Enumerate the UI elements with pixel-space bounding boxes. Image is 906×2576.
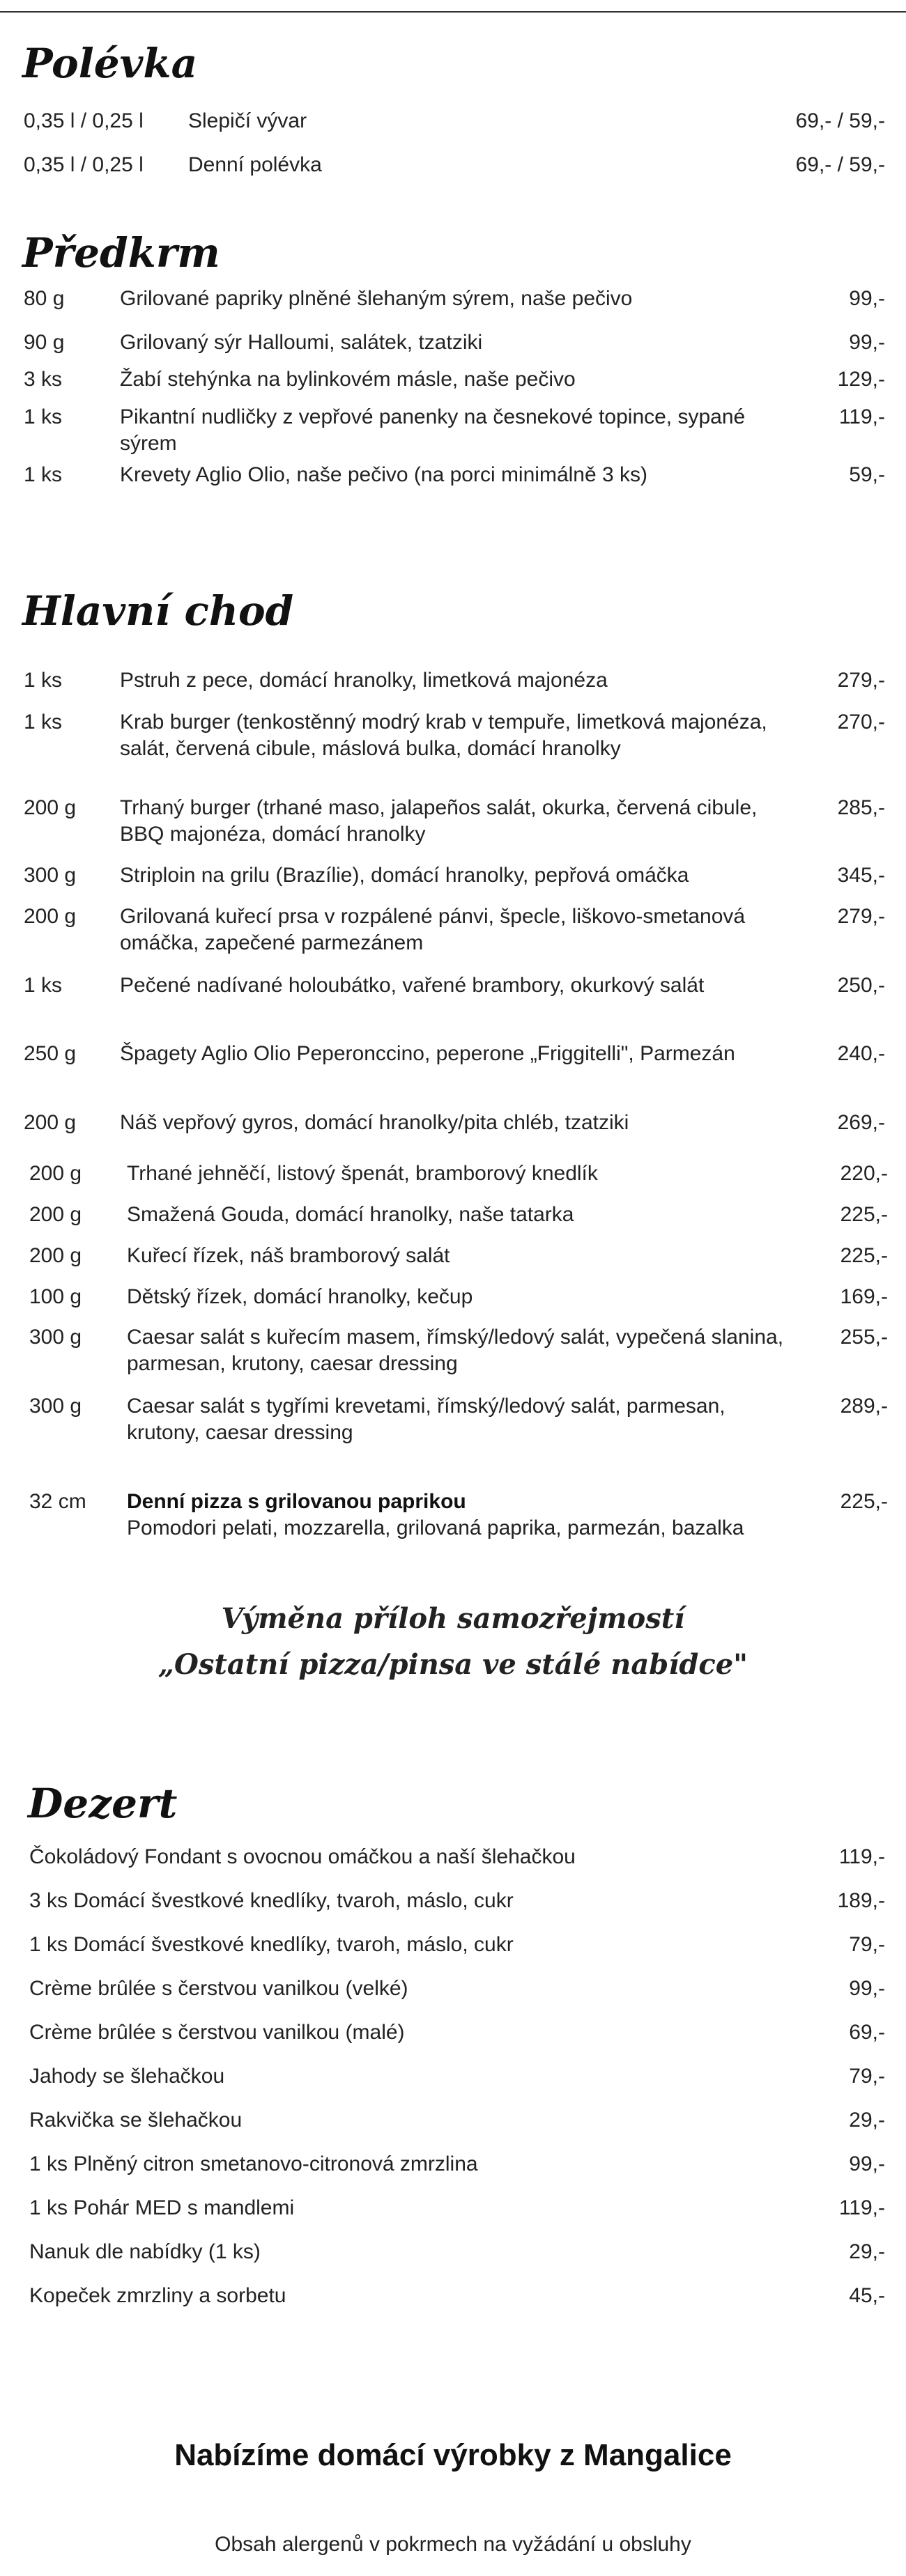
- mangalica-products-note: Nabízíme domácí výrobky z Mangalice: [174, 2438, 732, 2472]
- daily-pizza-name: Denní pizza s grilovanou paprikou: [127, 1490, 466, 1513]
- item-price: 255,-: [840, 1326, 888, 1349]
- item-quantity: 200 g: [29, 1203, 82, 1226]
- other-pizza-notice: „Ostatní pizza/pinsa ve stálé nabídce": [158, 1648, 748, 1681]
- item-quantity: 300 g: [29, 1326, 82, 1349]
- item-price: 119,-: [838, 1845, 885, 1868]
- daily-pizza-description: Pomodori pelati, mozzarella, grilovaná paprika, parmezán, bazalka: [127, 1516, 744, 1539]
- section-title-starter: Předkrm: [22, 229, 220, 277]
- item-quantity: 1 ks: [24, 405, 63, 428]
- item-price: 99,-: [849, 1977, 885, 2000]
- item-name: Grilovaný sýr Halloumi, salátek, tzatziki: [120, 331, 483, 354]
- item-price: 79,-: [849, 1933, 885, 1956]
- item-price: 345,-: [837, 864, 885, 887]
- item-name: Crème brûlée s čerstvou vanilkou (malé): [29, 2021, 405, 2044]
- item-name: 1 ks Pohár MED s mandlemi: [29, 2196, 295, 2219]
- item-price: 99,-: [849, 2152, 885, 2175]
- item-name: Kuřecí řízek, náš bramborový salát: [127, 1244, 450, 1267]
- item-price: 270,-: [837, 711, 885, 734]
- item-name: Pečené nadívané holoubátko, vařené brambory, okurkový salát: [120, 974, 705, 997]
- item-price: 129,-: [837, 368, 885, 391]
- item-quantity: 200 g: [24, 1111, 77, 1134]
- item-name: Krevety Aglio Olio, naše pečivo (na porci minimálně 3 ks): [120, 463, 648, 486]
- item-name: Čokoládový Fondant s ovocnou omáčkou a naší šlehačkou: [29, 1845, 576, 1868]
- item-name: Caesar salát s tygřími krevetami, římský/ledový salát, parmesan, krutony, caesar dressing: [127, 1395, 725, 1444]
- item-price: 289,-: [840, 1395, 888, 1418]
- section-title-main-course: Hlavní chod: [22, 587, 294, 635]
- item-quantity: 0,35 l / 0,25 l: [24, 153, 144, 176]
- item-name: Nanuk dle nabídky (1 ks): [29, 2240, 261, 2263]
- item-name: Krab burger (tenkostěnný modrý krab v tempuře, limetková majonéza, salát, červená cibule, máslová bulka, domácí hranolky: [120, 711, 767, 760]
- item-name: Grilovaná kuřecí prsa v rozpálené pánvi, špecle, liškovo-smetanová omáčka, zapečené parmezánem: [120, 905, 746, 954]
- item-quantity: 1 ks: [24, 463, 63, 486]
- item-name: Trhaný burger (trhané maso, jalapeños salát, okurka, červená cibule, BBQ majonéza, domácí hranolky: [120, 796, 758, 846]
- item-price: 225,-: [840, 1490, 888, 1513]
- item-price: 45,-: [849, 2284, 885, 2307]
- item-name: 3 ks Domácí švestkové knedlíky, tvaroh, máslo, cukr: [29, 1889, 514, 1912]
- item-price: 59,-: [849, 463, 885, 486]
- item-name: Striploin na grilu (Brazílie), domácí hranolky, pepřová omáčka: [120, 864, 689, 887]
- item-name: Náš vepřový gyros, domácí hranolky/pita chléb, tzatziki: [120, 1111, 629, 1134]
- item-name: Kopeček zmrzliny a sorbetu: [29, 2284, 286, 2307]
- item-quantity: 32 cm: [29, 1490, 86, 1513]
- item-quantity: 250 g: [24, 1042, 77, 1065]
- item-name: Trhané jehněčí, listový špenát, bramborový knedlík: [127, 1162, 598, 1185]
- item-name: Rakvička se šlehačkou: [29, 2109, 243, 2132]
- item-price: 119,-: [838, 2196, 885, 2219]
- item-quantity: 300 g: [29, 1395, 82, 1418]
- side-swap-notice: Výměna příloh samozřejmostí: [221, 1602, 685, 1635]
- item-name: 1 ks Domácí švestkové knedlíky, tvaroh, máslo, cukr: [29, 1933, 514, 1956]
- item-quantity: 200 g: [29, 1162, 82, 1185]
- item-quantity: 200 g: [29, 1244, 82, 1267]
- item-quantity: 80 g: [24, 287, 65, 310]
- item-name: Denní polévka: [188, 153, 322, 176]
- item-name: Smažená Gouda, domácí hranolky, naše tatarka: [127, 1203, 574, 1226]
- item-price: 269,-: [837, 1111, 885, 1134]
- section-title-dessert: Dezert: [28, 1780, 178, 1827]
- item-name: Jahody se šlehačkou: [29, 2065, 225, 2088]
- item-price: 79,-: [849, 2065, 885, 2088]
- item-quantity: 200 g: [24, 796, 77, 819]
- item-price: 29,-: [849, 2109, 885, 2132]
- item-price: 99,-: [849, 331, 885, 354]
- item-quantity: 1 ks: [24, 711, 63, 734]
- item-price: 285,-: [837, 796, 885, 819]
- item-price: 29,-: [849, 2240, 885, 2263]
- item-name: 1 ks Plněný citron smetanovo-citronová zmrzlina: [29, 2152, 478, 2175]
- item-quantity: 0,35 l / 0,25 l: [24, 109, 144, 132]
- item-price: 225,-: [840, 1244, 888, 1267]
- item-price: 189,-: [837, 1889, 885, 1912]
- item-name: Pikantní nudličky z vepřové panenky na česnekové topince, sypané sýrem: [120, 405, 746, 455]
- item-name: Dětský řízek, domácí hranolky, kečup: [127, 1285, 473, 1308]
- item-quantity: 3 ks: [24, 368, 63, 391]
- item-price: 119,-: [838, 405, 885, 428]
- item-quantity: 100 g: [29, 1285, 82, 1308]
- item-name: Špagety Aglio Olio Peperonccino, peperone „Friggitelli", Parmezán: [120, 1042, 735, 1065]
- item-price: 169,-: [840, 1285, 888, 1308]
- item-name: Žabí stehýnka na bylinkovém másle, naše pečivo: [120, 368, 576, 391]
- item-name: Grilované papriky plněné šlehaným sýrem, naše pečivo: [120, 287, 633, 310]
- item-name: [127, 1489, 796, 1542]
- item-name: Slepičí vývar: [188, 109, 307, 132]
- item-name: Crème brûlée s čerstvou vanilkou (velké): [29, 1977, 408, 2000]
- item-quantity: 1 ks: [24, 669, 63, 692]
- item-price: 279,-: [837, 669, 885, 692]
- item-name: Caesar salát s kuřecím masem, římský/ledový salát, vypečená slanina, parmesan, krutony, caesar dressing: [127, 1326, 784, 1375]
- section-title-soup: Polévka: [22, 40, 198, 87]
- item-price: 279,-: [837, 905, 885, 928]
- item-price: 69,- / 59,-: [795, 109, 885, 132]
- item-price: 99,-: [849, 287, 885, 310]
- item-price: 69,- / 59,-: [795, 153, 885, 176]
- item-quantity: 300 g: [24, 864, 77, 887]
- item-price: 69,-: [849, 2021, 885, 2044]
- item-price: 250,-: [837, 974, 885, 997]
- item-quantity: 1 ks: [24, 974, 63, 997]
- item-quantity: 200 g: [24, 905, 77, 928]
- item-name: Pstruh z pece, domácí hranolky, limetková majonéza: [120, 669, 608, 692]
- top-divider: [0, 11, 906, 13]
- item-price: 240,-: [837, 1042, 885, 1065]
- item-price: 225,-: [840, 1203, 888, 1226]
- item-price: 220,-: [840, 1162, 888, 1185]
- allergen-note: Obsah alergenů v pokrmech na vyžádání u obsluhy: [215, 2533, 691, 2556]
- item-quantity: 90 g: [24, 331, 65, 354]
